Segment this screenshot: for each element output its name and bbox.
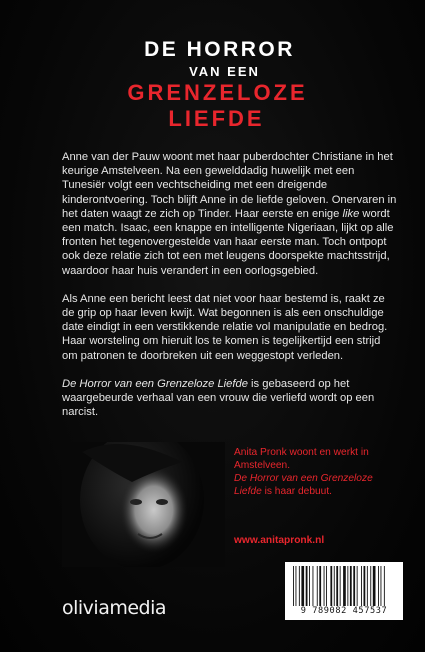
author-bio-end: is haar debuut. [261,486,332,497]
author-photo [62,442,225,567]
blurb-paragraph-1 [62,150,397,278]
author-bio-intro: Anita Pronk woont en werkt in Amstelveen. [234,447,369,471]
blurb-p1-end: wordt een match. Isaac, een knappe en intelligente Nigeriaan, lijkt op alle fronten het tegenovergestelde van haar eerste man. Toch ontpopt ook deze relatie zich tot een met leugens doorspekte machtsstrijd, waardoor haar huis verandert in een oorlogsgebied. [62,207,394,277]
author-bio [234,446,384,498]
blurb-paragraph-3 [62,377,397,420]
blurb-p3-end: is gebaseerd op het waargebeurde verhaal van een vrouw die verliefd wordt op een narcist. [62,377,375,419]
title-line-2: VAN EEN [189,64,260,79]
book-title [0,38,425,132]
publisher-logo: oliviamedia [62,597,167,619]
isbn-number: 9 789082 457537 [300,606,388,616]
title-line-3: GRENZELOZE [127,80,308,105]
title-line-4: LIEFDE [168,106,265,131]
blurb-text [62,150,397,433]
isbn-barcode [285,562,403,620]
blurb-paragraph-2: Als Anne een bericht leest dat niet voor haar bestemd is, raakt ze de grip op haar leven kwijt. Wat begonnen is als een onschuldige date eindigt in een verstikkende relatie vol manipulatie en bedrog. Haar worsteling om hieruit los te komen is tegelijkertijd een strijd om patronen te doorbreken uit een weggestopt verleden. [62,292,388,362]
blurb-p1-emphasis: like [342,207,360,220]
barcode-bars [291,566,397,606]
blurb-p3-title: De Horror van een Grenzeloze Liefde [62,377,248,390]
title-line-1: DE HORROR [144,38,295,61]
blurb-p1-start: Anne van der Pauw woont met haar puberdochter Christiane in het keurige Amstelveen. Na een gewelddadig huwelijk met een Tunesiër volgt een vechtscheiding met een dreigende kinderontvoering. Toch blijft Anne in de liefde geloven. Onervaren in het daten waagt ze zich op Tinder. Haar eerste en enige [62,151,397,220]
author-website-link[interactable]: www.anitapronk.nl [234,535,325,546]
author-bio-title: De Horror van een Grenzeloze Liefde [234,473,373,497]
